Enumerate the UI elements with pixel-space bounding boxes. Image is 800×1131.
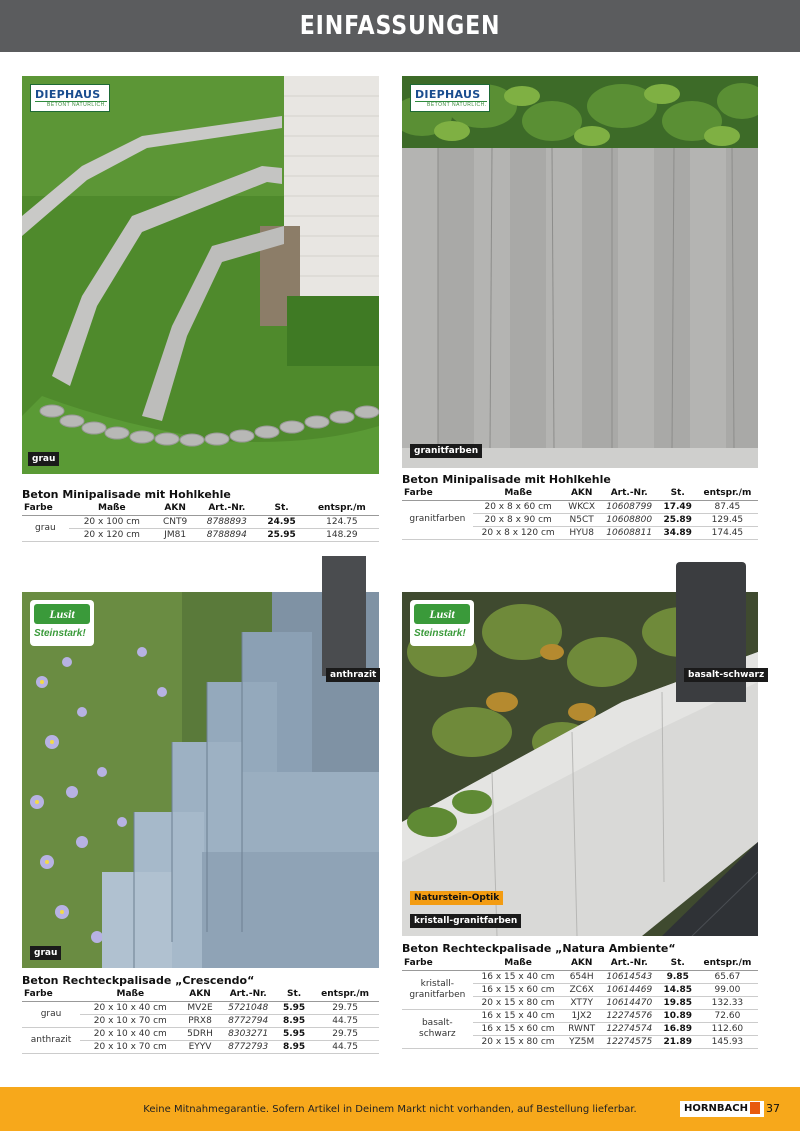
col-entspr: entspr./m: [311, 988, 379, 1001]
masse-cell: 20 x 8 x 60 cm: [473, 500, 564, 513]
farbe-cell: granitfarben: [402, 500, 473, 539]
art-cell: 10614469: [600, 983, 659, 996]
page-number: 37: [766, 1102, 780, 1115]
per-meter-cell: 124.75: [305, 515, 379, 528]
art-cell: 10614543: [600, 970, 659, 983]
col-farbe: Farbe: [402, 957, 473, 970]
price-cell: 16.89: [659, 1022, 697, 1035]
akn-cell: XT7Y: [563, 996, 600, 1009]
col-entspr: entspr./m: [305, 502, 379, 515]
col-masse: Maße: [80, 988, 181, 1001]
art-cell: 8788894: [195, 528, 258, 541]
page-header: [0, 0, 800, 52]
col-akn: AKN: [564, 487, 600, 500]
col-akn: AKN: [155, 502, 195, 515]
art-cell: 10614470: [600, 996, 659, 1009]
akn-cell: PRX8: [181, 1014, 220, 1027]
col-st: St.: [277, 988, 311, 1001]
masse-cell: 20 x 120 cm: [69, 528, 155, 541]
akn-cell: 1JX2: [563, 1009, 600, 1022]
col-entspr: entspr./m: [697, 487, 758, 500]
col-masse: Maße: [473, 957, 564, 970]
akn-cell: JM81: [155, 528, 195, 541]
akn-cell: WKCX: [564, 500, 600, 513]
per-meter-cell: 44.75: [311, 1014, 379, 1027]
hornbach-mark-icon: [750, 1102, 760, 1114]
table-row: [22, 528, 379, 541]
farbe-cell: [402, 970, 473, 1009]
table-row: [402, 970, 758, 983]
lusit-logo: Lusit Steinstark!: [30, 600, 94, 646]
price-cell: 21.89: [659, 1035, 697, 1048]
product-title: Beton Minipalisade mit Hohlkehle: [22, 488, 231, 501]
art-cell: 5721048: [219, 1001, 277, 1014]
table-row: [22, 1027, 379, 1040]
col-entspr: entspr./m: [697, 957, 758, 970]
hornbach-logo: HORNBACH: [680, 1101, 764, 1117]
price-cell: 25.95: [258, 528, 304, 541]
col-masse: Maße: [473, 487, 564, 500]
price-cell: 14.85: [659, 983, 697, 996]
farbe-line: basalt-: [421, 1017, 453, 1028]
col-art: Art.-Nr.: [600, 957, 659, 970]
per-meter-cell: 145.93: [697, 1035, 758, 1048]
art-cell: 10608799: [600, 500, 659, 513]
diephaus-logo: DIEPHAUS BETONT NATÜRLICH.: [30, 84, 110, 112]
price-table: [22, 502, 379, 542]
per-meter-cell: 65.67: [697, 970, 758, 983]
price-cell: 17.49: [659, 500, 697, 513]
price-cell: 9.85: [659, 970, 697, 983]
per-meter-cell: 29.75: [311, 1027, 379, 1040]
akn-cell: EYYV: [181, 1040, 220, 1053]
akn-cell: YZ5M: [563, 1035, 600, 1048]
akn-cell: CNT9: [155, 515, 195, 528]
table-row: [402, 1009, 758, 1022]
price-cell: 8.95: [277, 1040, 311, 1053]
price-cell: 34.89: [659, 526, 697, 539]
farbe-cell: grau: [22, 1001, 80, 1027]
art-cell: 8772794: [219, 1014, 277, 1027]
lusit-logo: Lusit Steinstark!: [410, 600, 474, 646]
art-cell: 8303271: [219, 1027, 277, 1040]
photo-tag-optik: Naturstein-Optik: [410, 891, 503, 905]
akn-cell: 5DRH: [181, 1027, 220, 1040]
photo-tag-color: granitfarben: [410, 444, 482, 458]
per-meter-cell: 148.29: [305, 528, 379, 541]
price-cell: 19.85: [659, 996, 697, 1009]
farbe-line: schwarz: [419, 1028, 456, 1039]
masse-cell: 16 x 15 x 60 cm: [473, 1022, 564, 1035]
masse-cell: 20 x 10 x 70 cm: [80, 1014, 181, 1027]
art-cell: 8772793: [219, 1040, 277, 1053]
masse-cell: 16 x 15 x 40 cm: [473, 1009, 564, 1022]
farbe-cell: anthrazit: [22, 1027, 80, 1053]
masse-cell: 20 x 8 x 90 cm: [473, 513, 564, 526]
masse-cell: 20 x 15 x 80 cm: [473, 996, 564, 1009]
akn-cell: HYU8: [564, 526, 600, 539]
product-title: Beton Minipalisade mit Hohlkehle: [402, 473, 611, 486]
anthrazit-sample: [322, 556, 366, 676]
price-table: [22, 988, 379, 1054]
col-art: Art.-Nr.: [219, 988, 277, 1001]
art-cell: 8788893: [195, 515, 258, 528]
diephaus-logo: DIEPHAUS BETONT NATÜRLICH.: [410, 84, 490, 112]
masse-cell: 20 x 100 cm: [69, 515, 155, 528]
photo-tag-color: grau: [30, 946, 61, 960]
masse-cell: 20 x 10 x 40 cm: [80, 1027, 181, 1040]
col-akn: AKN: [563, 957, 600, 970]
price-cell: 5.95: [277, 1001, 311, 1014]
table-row: [402, 500, 758, 513]
per-meter-cell: 29.75: [311, 1001, 379, 1014]
farbe-cell: [402, 1009, 473, 1048]
per-meter-cell: 112.60: [697, 1022, 758, 1035]
table-row: [22, 1001, 379, 1014]
art-cell: 10608800: [600, 513, 659, 526]
farbe-cell: grau: [22, 515, 69, 541]
art-cell: 12274575: [600, 1035, 659, 1048]
price-cell: 25.89: [659, 513, 697, 526]
product-title: Beton Rechteckpalisade „Crescendo“: [22, 974, 255, 987]
masse-cell: 20 x 8 x 120 cm: [473, 526, 564, 539]
akn-cell: N5CT: [564, 513, 600, 526]
product-title: Beton Rechteckpalisade „Natura Ambiente“: [402, 942, 676, 955]
col-st: St.: [659, 957, 697, 970]
photo-tag-kristall: kristall-granitfarben: [410, 914, 521, 928]
akn-cell: MV2E: [181, 1001, 220, 1014]
photo-tag-color: grau: [28, 452, 59, 466]
farbe-line: granitfarben: [409, 989, 466, 1000]
col-art: Art.-Nr.: [600, 487, 659, 500]
product-photo-minipalisade-grau: [22, 76, 379, 474]
col-farbe: Farbe: [402, 487, 473, 500]
product-photo-minipalisade-granit: [402, 76, 758, 468]
masse-cell: 16 x 15 x 60 cm: [473, 983, 564, 996]
col-st: St.: [659, 487, 697, 500]
art-cell: 12274576: [600, 1009, 659, 1022]
masse-cell: 20 x 15 x 80 cm: [473, 1035, 564, 1048]
masse-cell: 20 x 10 x 40 cm: [80, 1001, 181, 1014]
per-meter-cell: 72.60: [697, 1009, 758, 1022]
price-cell: 10.89: [659, 1009, 697, 1022]
per-meter-cell: 87.45: [697, 500, 758, 513]
photo-tag-basalt: basalt-schwarz: [684, 668, 768, 682]
col-farbe: Farbe: [22, 988, 80, 1001]
price-cell: 8.95: [277, 1014, 311, 1027]
price-cell: 5.95: [277, 1027, 311, 1040]
col-akn: AKN: [181, 988, 220, 1001]
akn-cell: 654H: [563, 970, 600, 983]
price-cell: 24.95: [258, 515, 304, 528]
akn-cell: RWNT: [563, 1022, 600, 1035]
per-meter-cell: 44.75: [311, 1040, 379, 1053]
farbe-line: kristall-: [420, 978, 455, 989]
page-title: EINFASSUNGEN: [299, 11, 501, 41]
per-meter-cell: 99.00: [697, 983, 758, 996]
masse-cell: 16 x 15 x 40 cm: [473, 970, 564, 983]
availability-note: Keine Mitnahmegarantie. Sofern Artikel in Deinem Markt nicht vorhanden, auf Bestellung lieferbar.: [143, 1103, 637, 1115]
per-meter-cell: 174.45: [697, 526, 758, 539]
price-table: [402, 957, 758, 1049]
col-masse: Maße: [69, 502, 155, 515]
price-table: [402, 487, 758, 540]
col-farbe: Farbe: [22, 502, 69, 515]
page-footer: [0, 1087, 800, 1131]
col-art: Art.-Nr.: [195, 502, 258, 515]
masse-cell: 20 x 10 x 70 cm: [80, 1040, 181, 1053]
akn-cell: ZC6X: [563, 983, 600, 996]
table-row: [22, 515, 379, 528]
per-meter-cell: 129.45: [697, 513, 758, 526]
photo-tag-anthrazit: anthrazit: [326, 668, 380, 682]
per-meter-cell: 132.33: [697, 996, 758, 1009]
col-st: St.: [258, 502, 304, 515]
art-cell: 12274574: [600, 1022, 659, 1035]
art-cell: 10608811: [600, 526, 659, 539]
